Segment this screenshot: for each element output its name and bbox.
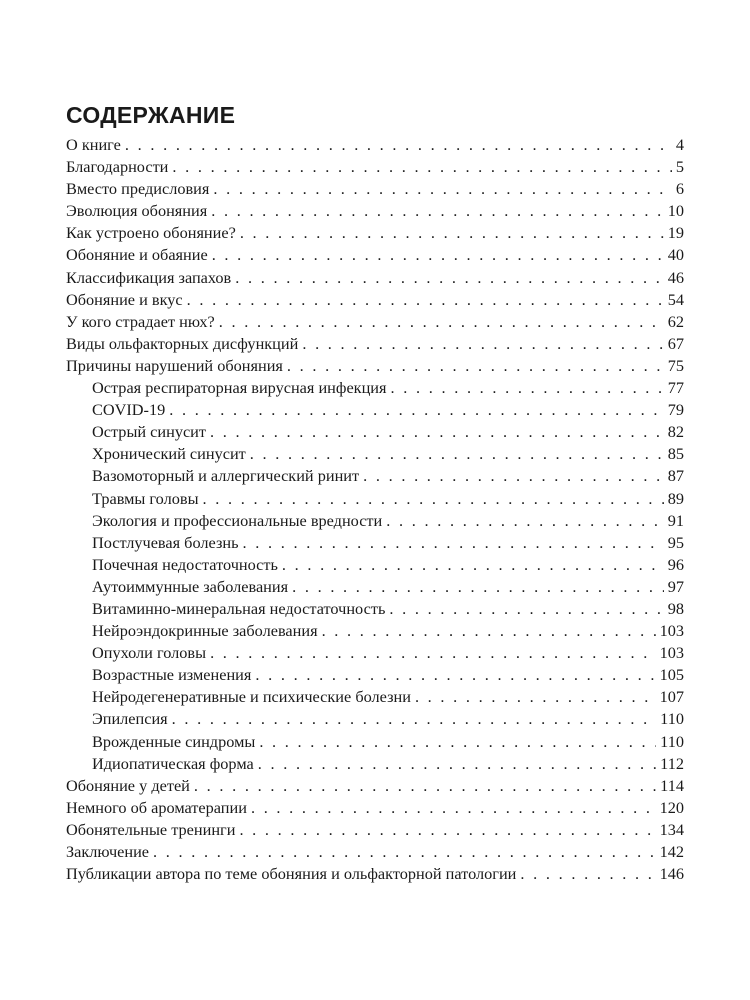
dot-leader <box>239 819 655 841</box>
dot-leader <box>235 267 663 289</box>
toc-entry-label: Виды ольфакторных дисфункций <box>66 333 299 353</box>
toc-entry-label: Нейродегенеративные и психические болезни <box>92 687 411 707</box>
dot-leader <box>210 421 664 443</box>
dot-leader <box>250 443 664 465</box>
toc-entry-page-number: 107 <box>659 687 684 707</box>
toc-entry-label: Идиопатическая форма <box>92 753 254 773</box>
toc-entry-page-number: 79 <box>667 400 684 420</box>
toc-entry-label: Причины нарушений обоняния <box>66 355 283 375</box>
toc-entry[interactable] <box>66 841 684 863</box>
toc-subentry[interactable] <box>66 443 684 465</box>
toc-subentry[interactable] <box>66 642 684 664</box>
dot-leader <box>187 289 664 311</box>
toc-entry-page-number: 77 <box>667 378 684 398</box>
toc-subentry[interactable] <box>66 488 684 510</box>
toc-entry-page-number: 10 <box>667 201 684 221</box>
toc-entry-label: У кого страдает нюх? <box>66 311 215 331</box>
toc-subentry[interactable] <box>66 598 684 620</box>
toc-subentry[interactable] <box>66 731 684 753</box>
page-title: СОДЕРЖАНИЕ <box>66 102 236 128</box>
toc-entry-label: Витаминно-минеральная недостаточность <box>92 598 386 618</box>
toc-subentry[interactable] <box>66 576 684 598</box>
toc-entry-label: Вазомоторный и аллергический ринит <box>92 466 360 486</box>
dot-leader <box>520 863 655 885</box>
dot-leader <box>212 244 664 266</box>
toc-entry-page-number: 146 <box>659 864 684 884</box>
toc-entry-label: Немного об ароматерапии <box>66 797 247 817</box>
toc-entry-page-number: 5 <box>675 157 684 177</box>
toc-entry-page-number: 142 <box>659 842 684 861</box>
toc-entry-label: Опухоли головы <box>92 643 207 663</box>
toc-entry-page-number: 134 <box>659 819 684 839</box>
toc-entry-label: Заключение <box>66 842 150 861</box>
toc-entry-label: Эпилепсия <box>92 709 168 729</box>
toc-subentry[interactable] <box>66 753 684 775</box>
toc-entry-page-number: 89 <box>667 488 684 508</box>
dot-leader <box>363 465 664 487</box>
dot-leader <box>210 642 656 664</box>
toc-entry-page-number: 4 <box>675 135 684 154</box>
toc-subentry[interactable] <box>66 620 684 642</box>
dot-leader <box>125 134 672 156</box>
toc-entry[interactable] <box>66 797 684 819</box>
toc-entry-page-number: 112 <box>660 753 684 773</box>
dot-leader <box>389 598 663 620</box>
toc-entry-page-number: 75 <box>667 355 684 375</box>
toc-entry[interactable] <box>66 775 684 797</box>
toc-entry-page-number: 114 <box>660 775 684 795</box>
toc-entry-label: Возрастные изменения <box>92 665 252 685</box>
dot-leader <box>213 178 671 200</box>
toc-entry-label: О книге <box>66 135 121 154</box>
toc-subentry[interactable] <box>66 664 684 686</box>
toc-entry-label: Травмы головы <box>92 488 199 508</box>
toc-subentry[interactable] <box>66 686 684 708</box>
toc-entry-label: Эволюция обоняния <box>66 201 208 221</box>
toc-entry-page-number: 110 <box>660 731 684 751</box>
dot-leader <box>282 554 664 576</box>
toc-subentry[interactable] <box>66 377 684 399</box>
dot-leader <box>219 311 664 333</box>
toc-entry[interactable] <box>66 200 684 222</box>
toc-entry[interactable] <box>66 244 684 266</box>
dot-leader <box>415 686 656 708</box>
toc-entry-page-number: 6 <box>675 179 684 199</box>
toc-entry[interactable] <box>66 156 684 178</box>
toc-entry-label: Обонятельные тренинги <box>66 819 236 839</box>
toc-entry[interactable] <box>66 355 684 377</box>
toc-entry-page-number: 98 <box>667 598 684 618</box>
toc-entry-label: Обоняние и вкус <box>66 289 183 309</box>
toc-entry-label: Постлучевая болезнь <box>92 532 239 552</box>
dot-leader <box>302 333 663 355</box>
toc-entry[interactable] <box>66 863 684 885</box>
toc-entry-page-number: 96 <box>667 554 684 574</box>
dot-leader <box>169 399 663 421</box>
toc-entry-page-number: 82 <box>667 422 684 442</box>
dot-leader <box>203 488 664 510</box>
toc-entry-label: Почечная недостаточность <box>92 554 278 574</box>
toc-entry-label: Аутоиммунные заболевания <box>92 576 289 596</box>
toc-entry-label: Обоняние и обаяние <box>66 245 208 265</box>
toc-entry[interactable] <box>66 222 684 244</box>
toc-subentry[interactable] <box>66 532 684 554</box>
toc-list <box>66 134 684 885</box>
toc-entry-label: Врожденные синдромы <box>92 731 256 751</box>
toc-entry-page-number: 87 <box>667 466 684 486</box>
toc-entry-page-number: 67 <box>667 333 684 353</box>
dot-leader <box>391 377 664 399</box>
toc-entry-label: Нейроэндокринные заболевания <box>92 621 318 641</box>
toc-entry-label: Публикации автора по теме обоняния и ольфакторной патологии <box>66 864 517 884</box>
toc-entry-label: Обоняние у детей <box>66 775 190 795</box>
toc-entry-label: Вместо предисловия <box>66 179 210 199</box>
toc-entry-page-number: 95 <box>667 532 684 552</box>
toc-entry-label: Экология и профессиональные вредности <box>92 510 383 530</box>
toc-entry[interactable] <box>66 311 684 333</box>
dot-leader <box>194 775 656 797</box>
toc-entry[interactable] <box>66 819 684 841</box>
toc-entry-label: Острая респираторная вирусная инфекция <box>92 378 387 398</box>
toc-entry-page-number: 103 <box>659 621 684 641</box>
dot-leader <box>172 708 657 730</box>
toc-entry[interactable] <box>66 333 684 355</box>
toc-entry-page-number: 103 <box>659 643 684 663</box>
toc-entry[interactable] <box>66 267 684 289</box>
dot-leader <box>292 576 664 598</box>
toc-entry-page-number: 62 <box>667 311 684 331</box>
dot-leader <box>259 731 656 753</box>
dot-leader <box>172 156 671 178</box>
toc-entry[interactable] <box>66 178 684 200</box>
dot-leader <box>240 222 664 244</box>
toc-entry-page-number: 40 <box>667 245 684 265</box>
dot-leader <box>153 841 656 863</box>
dot-leader <box>322 620 656 642</box>
toc-entry-page-number: 91 <box>667 510 684 530</box>
toc-entry[interactable] <box>66 289 684 311</box>
toc-entry-label: Классификация запахов <box>66 267 232 287</box>
toc-entry[interactable] <box>66 134 684 156</box>
toc-entry-label: Хронический синусит <box>92 444 246 464</box>
toc-entry-label: Острый синусит <box>92 422 207 442</box>
dot-leader <box>386 510 663 532</box>
toc-entry-page-number: 97 <box>667 576 684 596</box>
toc-entry-label: COVID-19 <box>92 400 166 420</box>
toc-entry-page-number: 105 <box>659 665 684 685</box>
dot-leader <box>255 664 655 686</box>
dot-leader <box>258 753 656 775</box>
toc-entry-label: Благодарности <box>66 157 169 177</box>
toc-subentry[interactable] <box>66 708 684 730</box>
toc-subentry[interactable] <box>66 510 684 532</box>
dot-leader <box>287 355 664 377</box>
toc-entry-label: Как устроено обоняние? <box>66 223 236 243</box>
dot-leader <box>251 797 656 819</box>
dot-leader <box>211 200 664 222</box>
toc-subentry[interactable] <box>66 421 684 443</box>
toc-entry-page-number: 85 <box>667 444 684 464</box>
toc-entry-page-number: 46 <box>667 267 684 287</box>
toc-subentry[interactable] <box>66 465 684 487</box>
toc-entry-page-number: 110 <box>660 709 684 729</box>
toc-subentry[interactable] <box>66 554 684 576</box>
toc-entry-page-number: 54 <box>667 289 684 309</box>
toc-subentry[interactable] <box>66 399 684 421</box>
toc-entry-page-number: 120 <box>659 797 684 817</box>
toc-entry-page-number: 19 <box>667 223 684 243</box>
dot-leader <box>243 532 664 554</box>
